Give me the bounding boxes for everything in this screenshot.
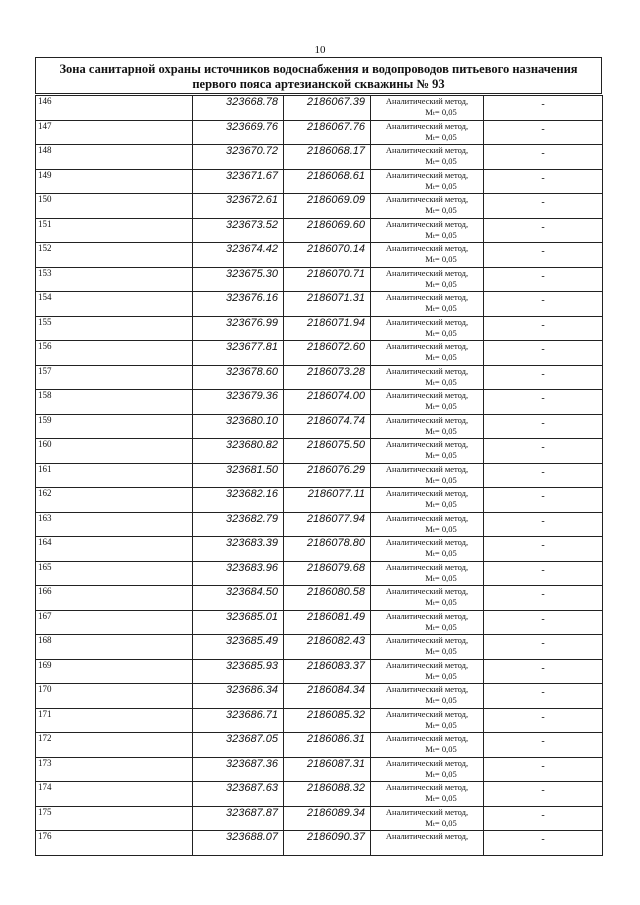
y-coordinate-cell: 2186082.43	[284, 635, 371, 660]
method-cell	[371, 292, 484, 317]
method-name: Аналитический метод,	[385, 120, 469, 131]
point-number-cell: 170	[36, 684, 193, 709]
table-row	[36, 169, 603, 194]
method-name: Аналитический метод,	[385, 561, 469, 572]
description-cell: -	[484, 635, 603, 660]
method-cell	[371, 243, 484, 268]
y-coordinate-cell: 2186077.11	[284, 488, 371, 513]
method-cell	[371, 757, 484, 782]
description-cell: -	[484, 316, 603, 341]
x-coordinate-cell: 323687.63	[193, 782, 284, 807]
x-coordinate-cell: 323686.71	[193, 708, 284, 733]
x-coordinate-cell: 323668.78	[193, 96, 284, 121]
x-coordinate-cell: 323683.39	[193, 537, 284, 562]
table-row	[36, 561, 603, 586]
method-name: Аналитический метод,	[385, 757, 469, 768]
table-row	[36, 586, 603, 611]
y-coordinate-cell: 2186090.37	[284, 831, 371, 856]
method-accuracy: Mₜ= 0,05	[425, 621, 457, 632]
point-number-cell: 169	[36, 659, 193, 684]
method-cell	[371, 512, 484, 537]
description-cell: -	[484, 365, 603, 390]
description-cell: -	[484, 512, 603, 537]
point-number-cell: 174	[36, 782, 193, 807]
method-name: Аналитический метод,	[385, 194, 469, 204]
table-row	[36, 243, 603, 268]
method-name: Аналитический метод,	[385, 341, 469, 351]
x-coordinate-cell: 323670.72	[193, 145, 284, 170]
method-accuracy: Mₜ= 0,05	[425, 401, 457, 411]
method-cell	[371, 169, 484, 194]
method-accuracy: Mₜ= 0,05	[425, 254, 457, 264]
x-coordinate-cell: 323676.16	[193, 292, 284, 317]
method-cell	[371, 145, 484, 170]
method-accuracy: Mₜ= 0,05	[425, 548, 457, 558]
method-accuracy: Mₜ= 0,05	[425, 817, 457, 828]
x-coordinate-cell: 323687.87	[193, 806, 284, 831]
description-cell: -	[484, 806, 603, 831]
method-accuracy: Mₜ= 0,05	[425, 229, 457, 240]
x-coordinate-cell: 323675.30	[193, 267, 284, 292]
y-coordinate-cell: 2186074.00	[284, 390, 371, 415]
table-row	[36, 120, 603, 145]
x-coordinate-cell: 323681.50	[193, 463, 284, 488]
method-accuracy: Mₜ= 0,05	[425, 425, 457, 436]
method-name: Аналитический метод,	[385, 463, 469, 474]
method-name: Аналитический метод,	[385, 414, 469, 425]
method-name: Аналитический метод,	[385, 218, 469, 229]
method-name: Аналитический метод,	[385, 316, 469, 327]
method-accuracy: Mₜ= 0,05	[425, 107, 457, 117]
table-row	[36, 806, 603, 831]
method-name: Аналитический метод,	[385, 635, 469, 645]
coordinates-table	[35, 95, 603, 856]
table-row	[36, 267, 603, 292]
point-number-cell: 175	[36, 806, 193, 831]
description-cell: -	[484, 194, 603, 219]
method-accuracy: Mₜ= 0,05	[425, 572, 457, 583]
y-coordinate-cell: 2186074.74	[284, 414, 371, 439]
method-name: Аналитический метод,	[385, 610, 469, 621]
point-number-cell: 166	[36, 586, 193, 611]
method-cell	[371, 341, 484, 366]
method-name: Аналитический метод,	[385, 659, 469, 670]
point-number-cell: 163	[36, 512, 193, 537]
table-row	[36, 292, 603, 317]
document-sheet	[35, 57, 602, 856]
y-coordinate-cell: 2186080.58	[284, 586, 371, 611]
point-number-cell: 146	[36, 96, 193, 121]
method-name: Аналитический метод,	[385, 831, 469, 841]
table-row	[36, 733, 603, 758]
method-name: Аналитический метод,	[385, 708, 469, 719]
method-name: Аналитический метод,	[385, 390, 469, 400]
table-row	[36, 218, 603, 243]
y-coordinate-cell: 2186089.34	[284, 806, 371, 831]
table-row	[36, 610, 603, 635]
y-coordinate-cell: 2186071.94	[284, 316, 371, 341]
method-name: Аналитический метод,	[385, 806, 469, 817]
point-number-cell: 158	[36, 390, 193, 415]
description-cell: -	[484, 414, 603, 439]
point-number-cell: 172	[36, 733, 193, 758]
y-coordinate-cell: 2186068.61	[284, 169, 371, 194]
table-row	[36, 782, 603, 807]
point-number-cell: 149	[36, 169, 193, 194]
y-coordinate-cell: 2186070.71	[284, 267, 371, 292]
method-name: Аналитический метод,	[385, 684, 469, 694]
x-coordinate-cell: 323674.42	[193, 243, 284, 268]
page-number: 10	[314, 44, 326, 56]
table-row	[36, 439, 603, 464]
method-accuracy: Mₜ= 0,05	[425, 205, 457, 215]
method-name: Аналитический метод,	[385, 439, 469, 449]
y-coordinate-cell: 2186069.60	[284, 218, 371, 243]
x-coordinate-cell: 323682.16	[193, 488, 284, 513]
x-coordinate-cell: 323673.52	[193, 218, 284, 243]
description-cell: -	[484, 757, 603, 782]
table-row	[36, 831, 603, 856]
point-number-cell: 171	[36, 708, 193, 733]
y-coordinate-cell: 2186078.80	[284, 537, 371, 562]
table-row	[36, 390, 603, 415]
method-name: Аналитический метод,	[385, 365, 469, 376]
table-row	[36, 365, 603, 390]
y-coordinate-cell: 2186070.14	[284, 243, 371, 268]
description-cell: -	[484, 267, 603, 292]
table-row	[36, 96, 603, 121]
description-cell: -	[484, 733, 603, 758]
method-name: Аналитический метод,	[385, 169, 469, 180]
method-cell	[371, 635, 484, 660]
method-name: Аналитический метод,	[385, 512, 469, 523]
y-coordinate-cell: 2186079.68	[284, 561, 371, 586]
point-number-cell: 162	[36, 488, 193, 513]
table-title-line-2: первого пояса артезианской скважины № 93	[192, 76, 445, 91]
x-coordinate-cell: 323685.93	[193, 659, 284, 684]
x-coordinate-cell: 323672.61	[193, 194, 284, 219]
table-row	[36, 659, 603, 684]
description-cell: -	[484, 96, 603, 121]
y-coordinate-cell: 2186068.17	[284, 145, 371, 170]
table-row	[36, 684, 603, 709]
method-cell	[371, 831, 484, 856]
point-number-cell: 176	[36, 831, 193, 856]
x-coordinate-cell: 323677.81	[193, 341, 284, 366]
method-accuracy: Mₜ= 0,05	[425, 768, 457, 779]
y-coordinate-cell: 2186069.09	[284, 194, 371, 219]
x-coordinate-cell: 323682.79	[193, 512, 284, 537]
description-cell: -	[484, 341, 603, 366]
description-cell: -	[484, 586, 603, 611]
y-coordinate-cell: 2186071.31	[284, 292, 371, 317]
point-number-cell: 152	[36, 243, 193, 268]
point-number-cell: 150	[36, 194, 193, 219]
x-coordinate-cell: 323669.76	[193, 120, 284, 145]
description-cell: -	[484, 145, 603, 170]
y-coordinate-cell: 2186081.49	[284, 610, 371, 635]
method-cell	[371, 316, 484, 341]
description-cell: -	[484, 831, 603, 856]
method-cell	[371, 488, 484, 513]
method-cell	[371, 463, 484, 488]
description-cell: -	[484, 292, 603, 317]
y-coordinate-cell: 2186083.37	[284, 659, 371, 684]
x-coordinate-cell: 323680.10	[193, 414, 284, 439]
method-cell	[371, 806, 484, 831]
x-coordinate-cell: 323686.34	[193, 684, 284, 709]
method-accuracy: Mₜ= 0,05	[425, 450, 457, 460]
table-row	[36, 537, 603, 562]
method-accuracy: Mₜ= 0,05	[425, 376, 457, 387]
point-number-cell: 147	[36, 120, 193, 145]
method-cell	[371, 120, 484, 145]
y-coordinate-cell: 2186077.94	[284, 512, 371, 537]
x-coordinate-cell: 323679.36	[193, 390, 284, 415]
method-accuracy: Mₜ= 0,05	[425, 695, 457, 705]
method-cell	[371, 414, 484, 439]
method-accuracy: Mₜ= 0,05	[425, 499, 457, 509]
method-cell	[371, 537, 484, 562]
description-cell: -	[484, 659, 603, 684]
x-coordinate-cell: 323687.05	[193, 733, 284, 758]
method-cell	[371, 218, 484, 243]
point-number-cell: 165	[36, 561, 193, 586]
method-name: Аналитический метод,	[385, 537, 469, 547]
description-cell: -	[484, 243, 603, 268]
table-title-line-1: Зона санитарной охраны источников водоснабжения и водопроводов питьевого назначения	[59, 62, 578, 76]
method-name: Аналитический метод,	[385, 243, 469, 253]
method-cell	[371, 561, 484, 586]
method-name: Аналитический метод,	[385, 292, 469, 302]
method-cell	[371, 586, 484, 611]
point-number-cell: 153	[36, 267, 193, 292]
description-cell: -	[484, 439, 603, 464]
method-cell	[371, 194, 484, 219]
description-cell: -	[484, 218, 603, 243]
description-cell: -	[484, 120, 603, 145]
y-coordinate-cell: 2186073.28	[284, 365, 371, 390]
method-cell	[371, 439, 484, 464]
description-cell: -	[484, 488, 603, 513]
description-cell: -	[484, 169, 603, 194]
x-coordinate-cell: 323688.07	[193, 831, 284, 856]
description-cell: -	[484, 463, 603, 488]
y-coordinate-cell: 2186087.31	[284, 757, 371, 782]
method-accuracy: Mₜ= 0,05	[425, 474, 457, 485]
description-cell: -	[484, 708, 603, 733]
method-accuracy: Mₜ= 0,05	[425, 719, 457, 730]
method-name: Аналитический метод,	[385, 96, 469, 106]
x-coordinate-cell: 323687.36	[193, 757, 284, 782]
description-cell: -	[484, 610, 603, 635]
method-cell	[371, 610, 484, 635]
y-coordinate-cell: 2186067.76	[284, 120, 371, 145]
x-coordinate-cell: 323671.67	[193, 169, 284, 194]
y-coordinate-cell: 2186088.32	[284, 782, 371, 807]
method-accuracy: Mₜ= 0,05	[425, 646, 457, 656]
table-row	[36, 488, 603, 513]
point-number-cell: 168	[36, 635, 193, 660]
description-cell: -	[484, 561, 603, 586]
method-accuracy: Mₜ= 0,05	[425, 523, 457, 534]
table-row	[36, 512, 603, 537]
description-cell: -	[484, 537, 603, 562]
method-accuracy: Mₜ= 0,05	[425, 352, 457, 362]
method-cell	[371, 267, 484, 292]
x-coordinate-cell: 323685.49	[193, 635, 284, 660]
method-cell	[371, 390, 484, 415]
x-coordinate-cell: 323685.01	[193, 610, 284, 635]
method-accuracy: Mₜ= 0,05	[425, 327, 457, 338]
description-cell: -	[484, 782, 603, 807]
point-number-cell: 164	[36, 537, 193, 562]
point-number-cell: 154	[36, 292, 193, 317]
table-row	[36, 463, 603, 488]
method-accuracy: Mₜ= 0,05	[425, 131, 457, 142]
table-row	[36, 635, 603, 660]
method-cell	[371, 733, 484, 758]
description-cell: -	[484, 684, 603, 709]
method-accuracy: Mₜ= 0,05	[425, 597, 457, 607]
description-cell: -	[484, 390, 603, 415]
table-row	[36, 316, 603, 341]
point-number-cell: 148	[36, 145, 193, 170]
x-coordinate-cell: 323676.99	[193, 316, 284, 341]
table-title	[35, 57, 602, 94]
table-row	[36, 145, 603, 170]
point-number-cell: 155	[36, 316, 193, 341]
y-coordinate-cell: 2186072.60	[284, 341, 371, 366]
method-name: Аналитический метод,	[385, 782, 469, 792]
method-name: Аналитический метод,	[385, 145, 469, 155]
method-accuracy: Mₜ= 0,05	[425, 180, 457, 191]
point-number-cell: 156	[36, 341, 193, 366]
method-accuracy: Mₜ= 0,05	[425, 156, 457, 166]
table-row	[36, 194, 603, 219]
x-coordinate-cell: 323680.82	[193, 439, 284, 464]
x-coordinate-cell: 323684.50	[193, 586, 284, 611]
method-name: Аналитический метод,	[385, 267, 469, 278]
method-accuracy: Mₜ= 0,05	[425, 278, 457, 289]
point-number-cell: 160	[36, 439, 193, 464]
y-coordinate-cell: 2186076.29	[284, 463, 371, 488]
method-cell	[371, 659, 484, 684]
method-accuracy: Mₜ= 0,05	[425, 303, 457, 313]
y-coordinate-cell: 2186075.50	[284, 439, 371, 464]
method-accuracy: Mₜ= 0,05	[425, 670, 457, 681]
y-coordinate-cell: 2186084.34	[284, 684, 371, 709]
method-cell	[371, 782, 484, 807]
coordinates-table-body	[36, 96, 603, 856]
point-number-cell: 161	[36, 463, 193, 488]
method-name: Аналитический метод,	[385, 488, 469, 498]
point-number-cell: 159	[36, 414, 193, 439]
y-coordinate-cell: 2186067.39	[284, 96, 371, 121]
table-row	[36, 341, 603, 366]
table-row	[36, 414, 603, 439]
point-number-cell: 173	[36, 757, 193, 782]
method-accuracy: Mₜ= 0,05	[425, 744, 457, 754]
table-row	[36, 757, 603, 782]
method-cell	[371, 684, 484, 709]
method-cell	[371, 365, 484, 390]
x-coordinate-cell: 323678.60	[193, 365, 284, 390]
y-coordinate-cell: 2186086.31	[284, 733, 371, 758]
method-accuracy: Mₜ= 0,05	[425, 793, 457, 803]
method-name: Аналитический метод,	[385, 586, 469, 596]
x-coordinate-cell: 323683.96	[193, 561, 284, 586]
method-name: Аналитический метод,	[385, 733, 469, 743]
method-cell	[371, 708, 484, 733]
point-number-cell: 151	[36, 218, 193, 243]
method-cell	[371, 96, 484, 121]
table-row	[36, 708, 603, 733]
point-number-cell: 157	[36, 365, 193, 390]
y-coordinate-cell: 2186085.32	[284, 708, 371, 733]
point-number-cell: 167	[36, 610, 193, 635]
